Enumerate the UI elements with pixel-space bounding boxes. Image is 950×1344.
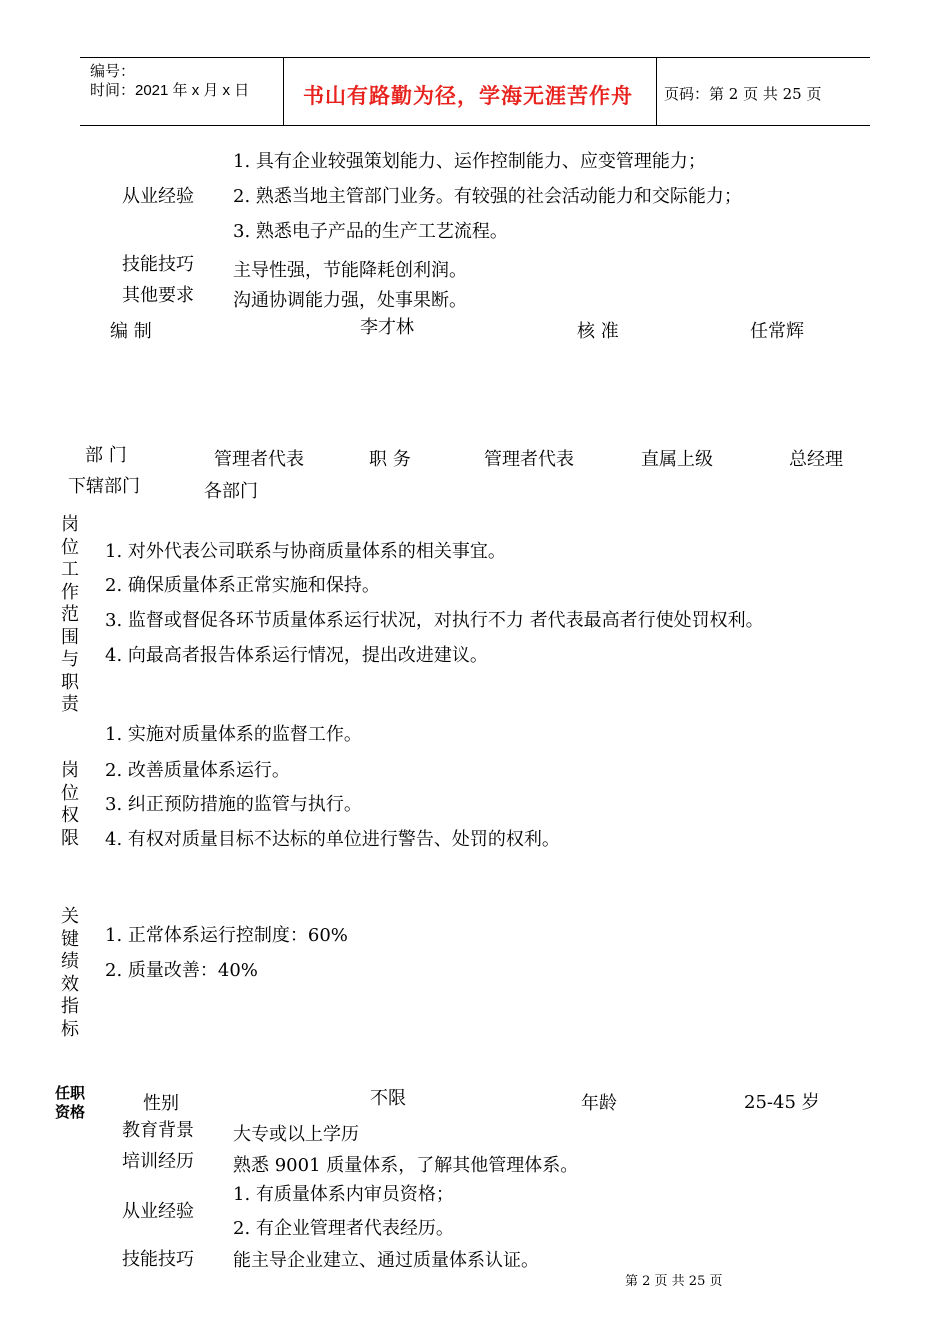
skills-value: 主导性强，节能降耗创利润。 xyxy=(233,260,467,281)
header-motto: 书山有路勤为径，学海无涯苦作舟 xyxy=(303,83,633,108)
department-value: 管理者代表 xyxy=(214,449,304,470)
experience-label: 从业经验 xyxy=(122,186,194,207)
authority-item: 2. 改善质量体系运行。 xyxy=(105,760,290,781)
gender-value: 不限 xyxy=(370,1088,406,1109)
department-label: 部 门 xyxy=(85,445,127,466)
subordinate-label: 下辖部门 xyxy=(68,476,140,497)
education-value: 大专或以上学历 xyxy=(233,1124,359,1145)
scope-item: 4. 向最高者报告体系运行情况，提出改进建议。 xyxy=(105,645,488,666)
approved-by-label: 核 准 xyxy=(577,321,619,342)
scope-duties-label: 岗 位 工 作 范 围 与 职 责 xyxy=(61,514,79,715)
qualification-label: 任职 资格 xyxy=(54,1085,85,1121)
qual-skill-label: 技能技巧 xyxy=(122,1249,194,1270)
approved-by-value: 任常辉 xyxy=(750,321,804,342)
other-requirements-label: 其他要求 xyxy=(122,285,194,306)
document-time-label: 时间：2021 年 x 月 x 日 xyxy=(90,82,250,99)
superior-label: 直属上级 xyxy=(641,449,713,470)
age-label: 年龄 xyxy=(581,1093,617,1114)
document-number-label: 编号： xyxy=(90,63,136,80)
scope-item: 3. 监督或督促各环节质量体系运行状况，对执行不力 者代表最高者行使处罚权利。 xyxy=(105,610,764,631)
qual-experience-item: 1. 有质量体系内审员资格； xyxy=(233,1184,454,1205)
experience-item: 1. 具有企业较强策划能力、运作控制能力、应变管理能力； xyxy=(233,151,706,172)
subordinate-value: 各部门 xyxy=(204,481,258,502)
qual-experience-item: 2. 有企业管理者代表经历。 xyxy=(233,1218,454,1239)
header-page-number: 页码：第 2 页 共 25 页 xyxy=(664,85,822,103)
kpi-item: 2. 质量改善：40% xyxy=(105,960,258,981)
prepared-by-label: 编 制 xyxy=(110,321,152,342)
position-label: 职 务 xyxy=(369,449,411,470)
gender-label: 性别 xyxy=(143,1093,179,1114)
skills-label: 技能技巧 xyxy=(122,254,194,275)
training-value: 熟悉 9001 质量体系，了解其他管理体系。 xyxy=(233,1155,579,1176)
qual-skill-value: 能主导企业建立、通过质量体系认证。 xyxy=(233,1250,539,1271)
position-value: 管理者代表 xyxy=(484,449,574,470)
footer-page-number: 第 2 页 共 25 页 xyxy=(625,1274,723,1289)
training-label: 培训经历 xyxy=(122,1151,194,1172)
experience-item: 2. 熟悉当地主管部门业务。有较强的社会活动能力和交际能力； xyxy=(233,186,742,207)
age-value: 25-45 岁 xyxy=(744,1092,820,1113)
authority-item: 1. 实施对质量体系的监督工作。 xyxy=(105,724,362,745)
kpi-label: 关 键 绩 效 指 标 xyxy=(61,906,79,1040)
prepared-by-value: 李才林 xyxy=(360,317,414,338)
other-requirements-value: 沟通协调能力强，处事果断。 xyxy=(233,290,467,311)
scope-item: 2. 确保质量体系正常实施和保持。 xyxy=(105,575,380,596)
experience-item: 3. 熟悉电子产品的生产工艺流程。 xyxy=(233,221,508,242)
authority-item: 3. 纠正预防措施的监管与执行。 xyxy=(105,794,362,815)
authority-label: 岗 位 权 限 xyxy=(61,760,79,849)
education-label: 教育背景 xyxy=(122,1120,194,1141)
superior-value: 总经理 xyxy=(789,449,843,470)
kpi-item: 1. 正常体系运行控制度：60% xyxy=(105,925,348,946)
scope-item: 1. 对外代表公司联系与协商质量体系的相关事宜。 xyxy=(105,541,506,562)
qual-experience-label: 从业经验 xyxy=(122,1201,194,1222)
authority-item: 4. 有权对质量目标不达标的单位进行警告、处罚的权利。 xyxy=(105,829,560,850)
